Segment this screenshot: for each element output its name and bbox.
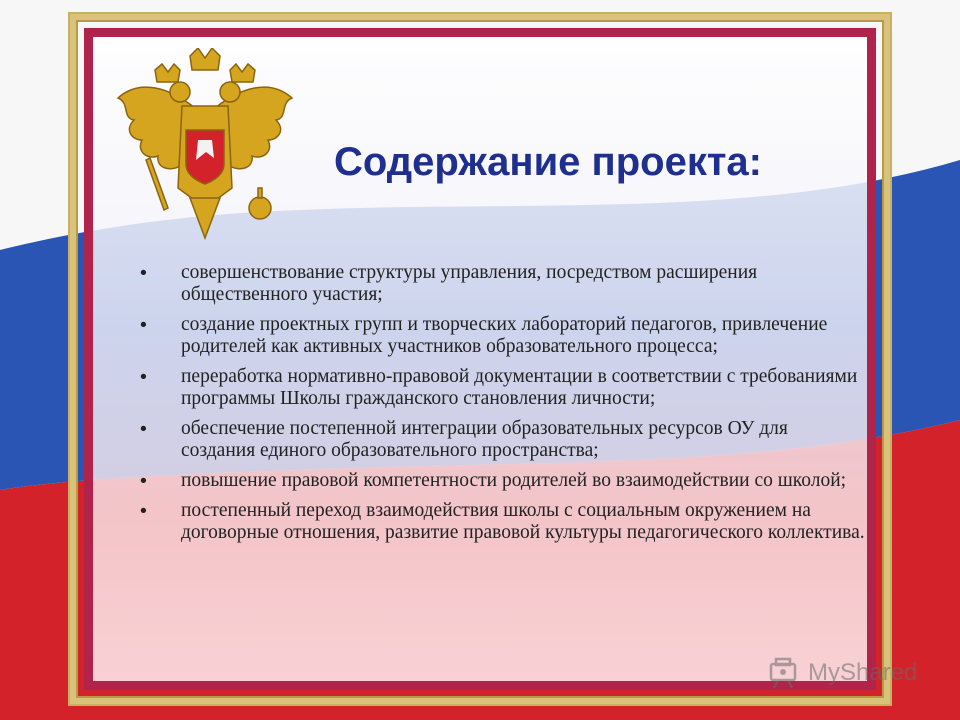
list-item-text: обеспечение постепенной интеграции образовательных ресурсов ОУ для создания единого образовательного пространства; bbox=[181, 418, 788, 461]
list-item-text: постепенный переход взаимодействия школы с социальным окружением на договорные отношения, развитие правовой культуры педагогического коллектива. bbox=[181, 500, 865, 543]
list-item-text: создание проектных групп и творческих лабораторий педагогов, привлечение родителей как активных участников образовательного процесса; bbox=[181, 314, 828, 357]
list-item-text: повышение правовой компетентности родителей во взаимодействии со школой; bbox=[181, 470, 847, 491]
list-item-text: переработка нормативно-правовой документации в соответствии с требованиями программы Школы гражданского становления личности; bbox=[181, 366, 858, 409]
slide-title: Содержание проекта: bbox=[334, 140, 762, 184]
bullet-marker: • bbox=[140, 500, 147, 522]
bullet-marker: • bbox=[140, 418, 147, 440]
bullet-marker: • bbox=[140, 262, 147, 284]
russian-coat-of-arms-icon bbox=[110, 48, 300, 248]
list-item bbox=[140, 418, 865, 462]
list-item bbox=[140, 314, 865, 358]
list-item-text: совершенствование структуры управления, посредством расширения общественного участия; bbox=[181, 262, 758, 305]
watermark bbox=[768, 656, 917, 690]
myshared-logo-icon bbox=[768, 656, 802, 690]
list-item bbox=[140, 470, 865, 492]
list-item bbox=[140, 262, 865, 306]
bullet-list bbox=[140, 262, 865, 552]
bullet-marker: • bbox=[140, 366, 147, 388]
list-item bbox=[140, 500, 865, 544]
bullet-marker: • bbox=[140, 314, 147, 336]
watermark-text: MyShared bbox=[808, 659, 918, 686]
list-item bbox=[140, 366, 865, 410]
bullet-marker: • bbox=[140, 470, 147, 492]
